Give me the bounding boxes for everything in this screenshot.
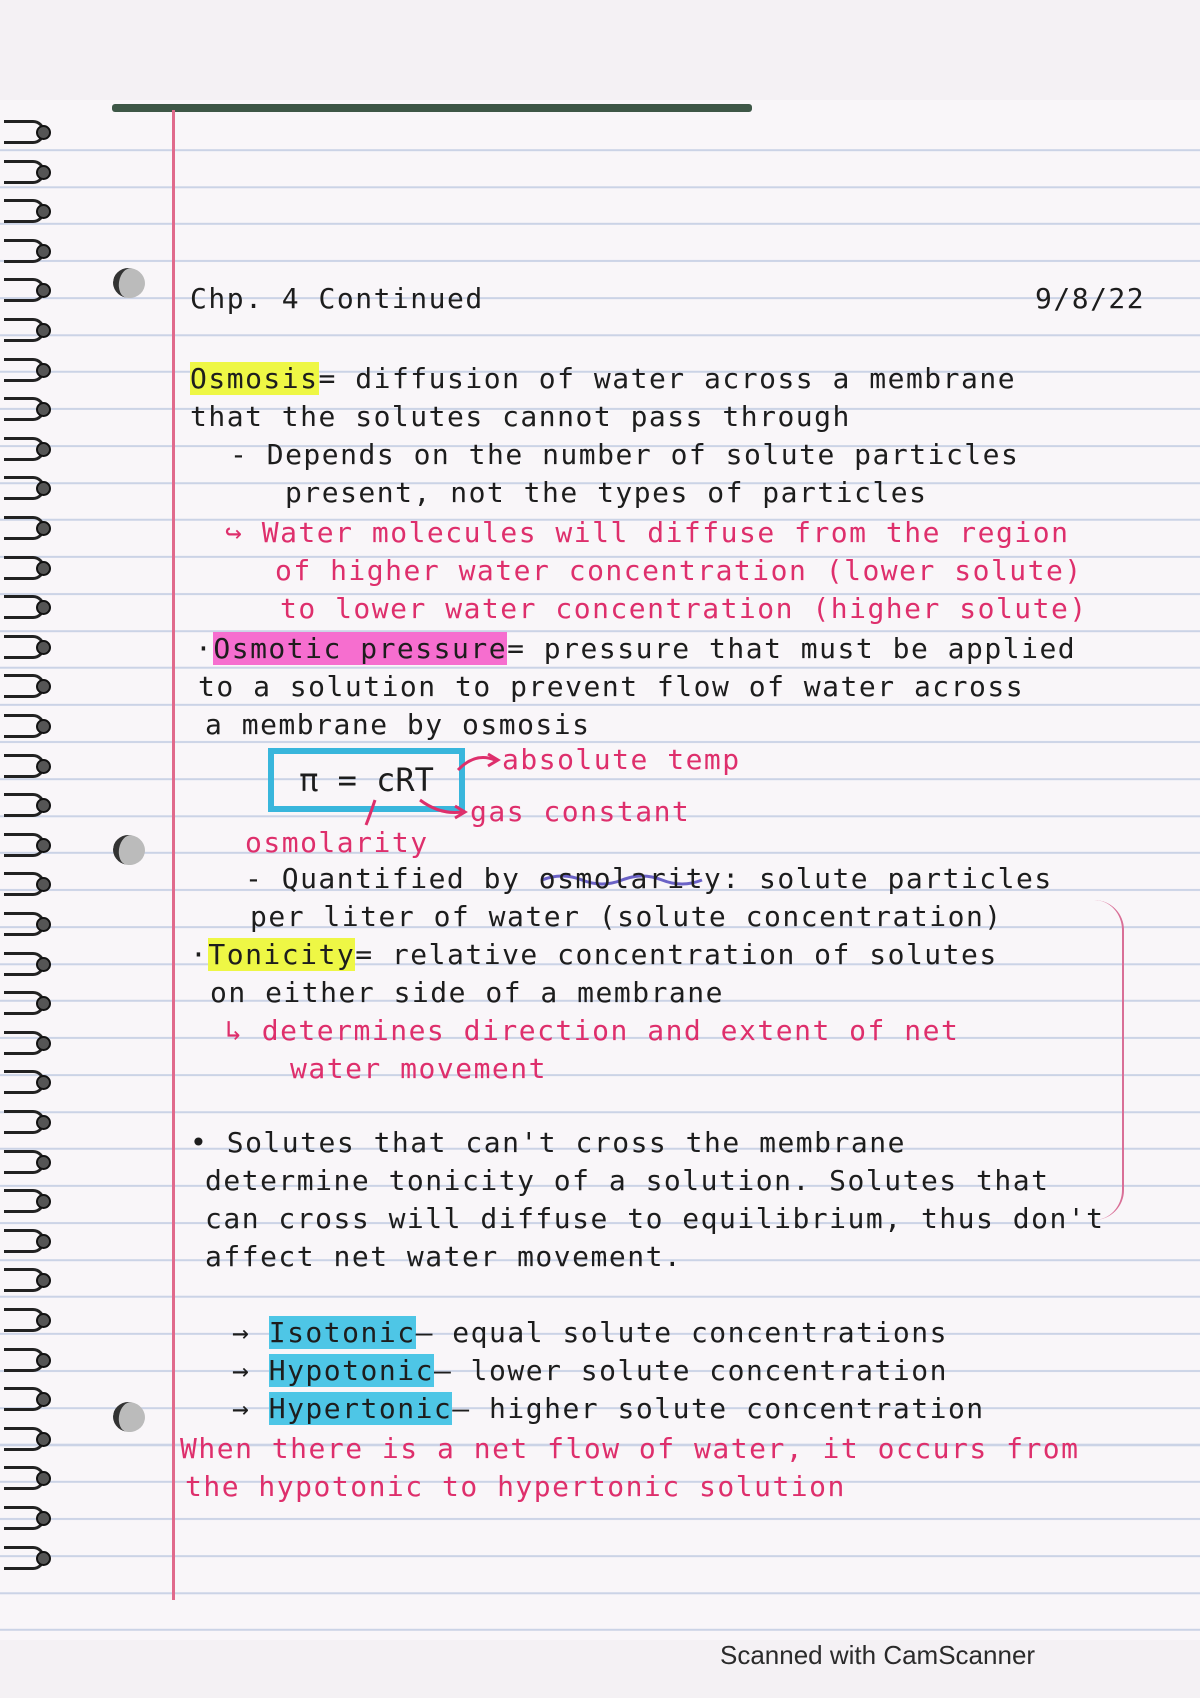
spiral-coil bbox=[4, 754, 45, 778]
spiral-coil bbox=[4, 437, 45, 461]
osmotic-pressure-formula: π = cRT bbox=[299, 761, 434, 799]
spiral-coil bbox=[4, 516, 45, 540]
spiral-coil bbox=[4, 1348, 45, 1372]
osmosis-flow-3: to lower water concentration (higher solute) bbox=[280, 592, 1088, 625]
margin-brace bbox=[1082, 900, 1124, 1220]
tonicity-determines-1: ↳ determines direction and extent of net bbox=[225, 1014, 960, 1047]
isotonic-term: Isotonic bbox=[268, 1316, 416, 1349]
spiral-coil bbox=[4, 160, 45, 184]
spiral-coil bbox=[4, 991, 45, 1015]
spiral-coil bbox=[4, 120, 45, 144]
spiral-coil bbox=[4, 912, 45, 936]
label-osmolarity: osmolarity bbox=[245, 826, 429, 859]
spiral-coil bbox=[4, 1546, 45, 1570]
tonicity-definition-cont: on either side of a membrane bbox=[210, 976, 725, 1009]
spiral-coil bbox=[4, 1070, 45, 1094]
page-title: Chp. 4 Continued bbox=[190, 282, 484, 315]
spiral-coil bbox=[4, 872, 45, 896]
spiral-coil bbox=[4, 714, 45, 738]
spiral-coil bbox=[4, 1229, 45, 1253]
conclusion-line-2: the hypotonic to hypertonic solution bbox=[185, 1470, 846, 1503]
spiral-coil bbox=[4, 1387, 45, 1411]
spiral-coil bbox=[4, 1189, 45, 1213]
solutes-line-4: affect net water movement. bbox=[205, 1240, 683, 1273]
page-date: 9/8/22 bbox=[1035, 282, 1146, 315]
spiral-coil bbox=[4, 635, 45, 659]
spiral-coil bbox=[4, 1506, 45, 1530]
tonicity-term: Tonicity bbox=[208, 938, 356, 971]
spiral-coil bbox=[4, 358, 45, 382]
solutes-line-3: can cross will diffuse to equilibrium, thus don't bbox=[205, 1202, 1105, 1235]
type-hypertonic: → Hypertonic— higher solute concentration bbox=[232, 1392, 985, 1425]
spiral-coil bbox=[4, 199, 45, 223]
label-gas-constant: gas constant bbox=[470, 795, 691, 828]
solutes-line-1: • Solutes that can't cross the membrane bbox=[190, 1126, 906, 1159]
osmotic-pressure-cont-2: a membrane by osmosis bbox=[205, 708, 591, 741]
spiral-coil bbox=[4, 1110, 45, 1134]
spiral-coil bbox=[4, 1466, 45, 1490]
hypertonic-term: Hypertonic bbox=[268, 1392, 453, 1425]
spiral-coil bbox=[4, 1427, 45, 1451]
spiral-coil bbox=[4, 952, 45, 976]
spiral-coil bbox=[4, 476, 45, 500]
spiral-coil bbox=[4, 674, 45, 698]
spiral-coil bbox=[4, 793, 45, 817]
tonicity-determines-2: water movement bbox=[290, 1052, 548, 1085]
type-isotonic: → Isotonic— equal solute concentrations bbox=[232, 1316, 948, 1349]
conclusion-line-1: When there is a net flow of water, it occurs from bbox=[180, 1432, 1080, 1465]
osmosis-term: Osmosis bbox=[190, 362, 319, 395]
spiral-coil bbox=[4, 1268, 45, 1292]
osmotic-pressure-line: ·Osmotic pressure= pressure that must be applied bbox=[195, 632, 1077, 665]
osmosis-depends: - Depends on the number of solute particles bbox=[230, 438, 1020, 471]
osmosis-depends-cont: present, not the types of particles bbox=[285, 476, 928, 509]
spiral-coil bbox=[4, 1308, 45, 1332]
osmotic-pressure-definition: = pressure that must be applied bbox=[507, 632, 1077, 665]
tonicity-line: ·Tonicity= relative concentration of solutes bbox=[190, 938, 998, 971]
osmosis-definition-cont: that the solutes cannot pass through bbox=[190, 400, 851, 433]
osmosis-flow-1: ↪ Water molecules will diffuse from the region bbox=[225, 516, 1070, 549]
tonicity-definition: = relative concentration of solutes bbox=[355, 938, 998, 971]
page-top-edge bbox=[112, 104, 752, 112]
spiral-coil bbox=[4, 595, 45, 619]
spiral-coil bbox=[4, 278, 45, 302]
spiral-coil bbox=[4, 833, 45, 857]
hypotonic-term: Hypotonic bbox=[268, 1354, 434, 1387]
spiral-coil bbox=[4, 318, 45, 342]
spiral-coil bbox=[4, 1031, 45, 1055]
osmolarity-quantified-cont: per liter of water (solute concentration) bbox=[250, 900, 1003, 933]
label-absolute-temp: absolute temp bbox=[502, 743, 741, 776]
osmosis-definition-line bbox=[190, 362, 1016, 395]
osmosis-flow-2: of higher water concentration (lower solute) bbox=[275, 554, 1083, 587]
spiral-coil bbox=[4, 556, 45, 580]
solutes-line-2: determine tonicity of a solution. Solutes that bbox=[205, 1164, 1050, 1197]
spiral-coil bbox=[4, 239, 45, 263]
osmotic-pressure-formula-box bbox=[268, 748, 465, 812]
spiral-binding bbox=[0, 120, 60, 1600]
osmolarity-quantified: - Quantified by osmolarity: solute particles bbox=[245, 862, 1053, 895]
spiral-coil bbox=[4, 397, 45, 421]
spiral-coil bbox=[4, 1150, 45, 1174]
osmosis-definition: = diffusion of water across a membrane bbox=[318, 362, 1017, 395]
margin-line bbox=[172, 110, 175, 1600]
scanner-watermark: Scanned with CamScanner bbox=[720, 1640, 1036, 1670]
osmotic-pressure-cont-1: to a solution to prevent flow of water across bbox=[198, 670, 1025, 703]
type-hypotonic: → Hypotonic— lower solute concentration bbox=[232, 1354, 948, 1387]
osmotic-pressure-term: Osmotic pressure bbox=[213, 632, 508, 665]
